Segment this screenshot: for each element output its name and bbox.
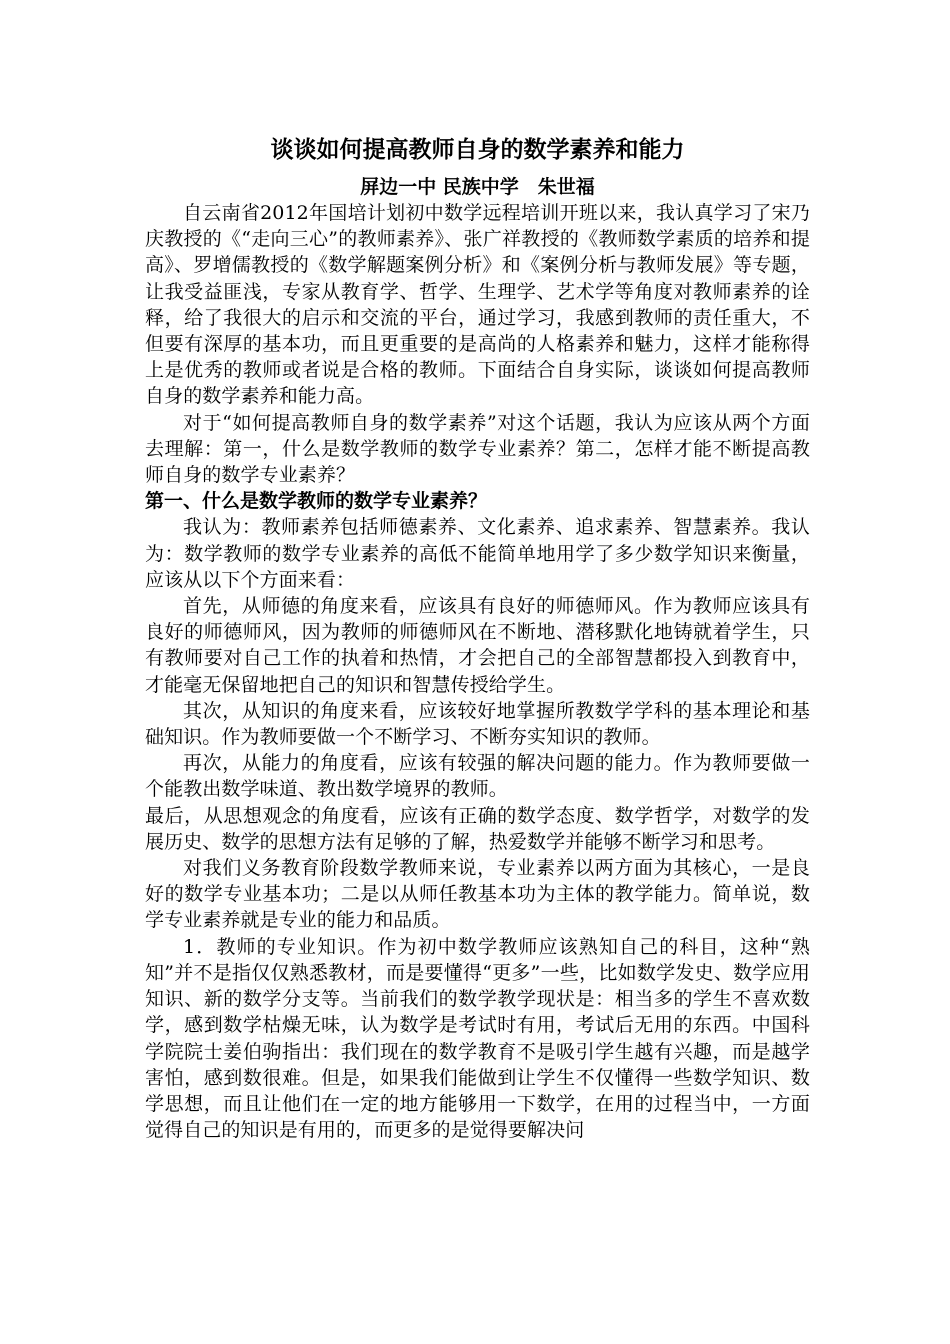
paragraph: 1．教师的专业知识。作为初中数学教师应该熟知自己的科目，这种“熟知”并不是指仅仅熟悉教材，而是要懂得“更多”一些，比如数学发史、数学应用知识、新的数学分支等。当前我们的数学教学现状是：相当多的学生不喜欢数学，感到数学枯燥无味，认为数学是考试时有用，考试后无用的东西。中国科学院院士姜伯驹指出：我们现在的数学教育不是吸引学生越有兴趣，而是越学害怕，感到数很难。但是，如果我们能做到让学生不仅懂得一些数学知识、数学思想，而且让他们在一定的地方能够用一下数学，在用的过程当中，一方面觉得自己的知识是有用的，而更多的是觉得要解决问 xyxy=(145,935,810,1142)
paragraph: 首先，从师德的角度来看，应该具有良好的师德师风。作为教师应该具有良好的师德师风，因为教师的师德师风在不断地、潜移默化地铸就着学生，只有教师要对自己工作的执着和热情，才会把自己的全部智慧都投入到教育中，才能毫无保留地把自己的知识和智慧传授给学生。 xyxy=(145,595,810,696)
paragraph: 其次，从知识的角度来看，应该较好地掌握所教数学学科的基本理论和基础知识。作为教师要做一个不断学习、不断夯实知识的教师。 xyxy=(145,699,810,749)
paragraph: 自云南省2012年国培计划初中数学远程培训开班以来，我认真学习了宋乃庆教授的《“走向三心”的教师素养》、张广祥教授的《教师数学素质的培养和提高》、罗增儒教授的《数学解题案例分析》和《案例分析与教师发展》等专题，让我受益匪浅，专家从教育学、哲学、生理学、艺术学等角度对教师素养的诠释，给了我很大的启示和交流的平台，通过学习，我感到教师的责任重大，不但要有深厚的基本功，而且更重要的是高尚的人格素养和魅力，这样才能称得上是优秀的教师或者说是合格的教师。下面结合自身实际，谈谈如何提高教师自身的数学素养和能力高。 xyxy=(145,202,810,408)
paragraph: 对于“如何提高教师自身的数学素养”对这个话题，我认为应该从两个方面去理解：第一，什么是数学教师的数学专业素养？第二，怎样才能不断提高教师自身的数学专业素养？ xyxy=(145,411,810,487)
paragraph: 再次，从能力的角度看，应该有较强的解决问题的能力。作为教师要做一个能教出数学味道、教出数学境界的教师。 xyxy=(145,752,810,801)
document-title: 谈谈如何提高教师自身的数学素养和能力 xyxy=(270,137,685,163)
document-author: 屏边一中 民族中学 朱世福 xyxy=(360,176,595,198)
paragraph: 对我们义务教育阶段数学教师来说，专业素养以两方面为其核心，一是良好的数学专业基本功；二是以从师任教基本功为主体的教学能力。简单说，数学专业素养就是专业的能力和品质。 xyxy=(145,857,810,932)
paragraph: 最后，从思想观念的角度看，应该有正确的数学态度、数学哲学，对数学的发展历史、数学的思想方法有足够的了解，热爱数学并能够不断学习和思考。 xyxy=(145,804,810,853)
document-page xyxy=(145,130,810,1143)
section-heading: 第一、什么是数学教师的数学专业素养？ xyxy=(145,490,488,513)
paragraph: 我认为：教师素养包括师德素养、文化素养、追求素养、智慧素养。我认为：数学教师的数学专业素养的高低不能简单地用学了多少数学知识来衡量，应该从以下个方面来看： xyxy=(145,516,810,591)
